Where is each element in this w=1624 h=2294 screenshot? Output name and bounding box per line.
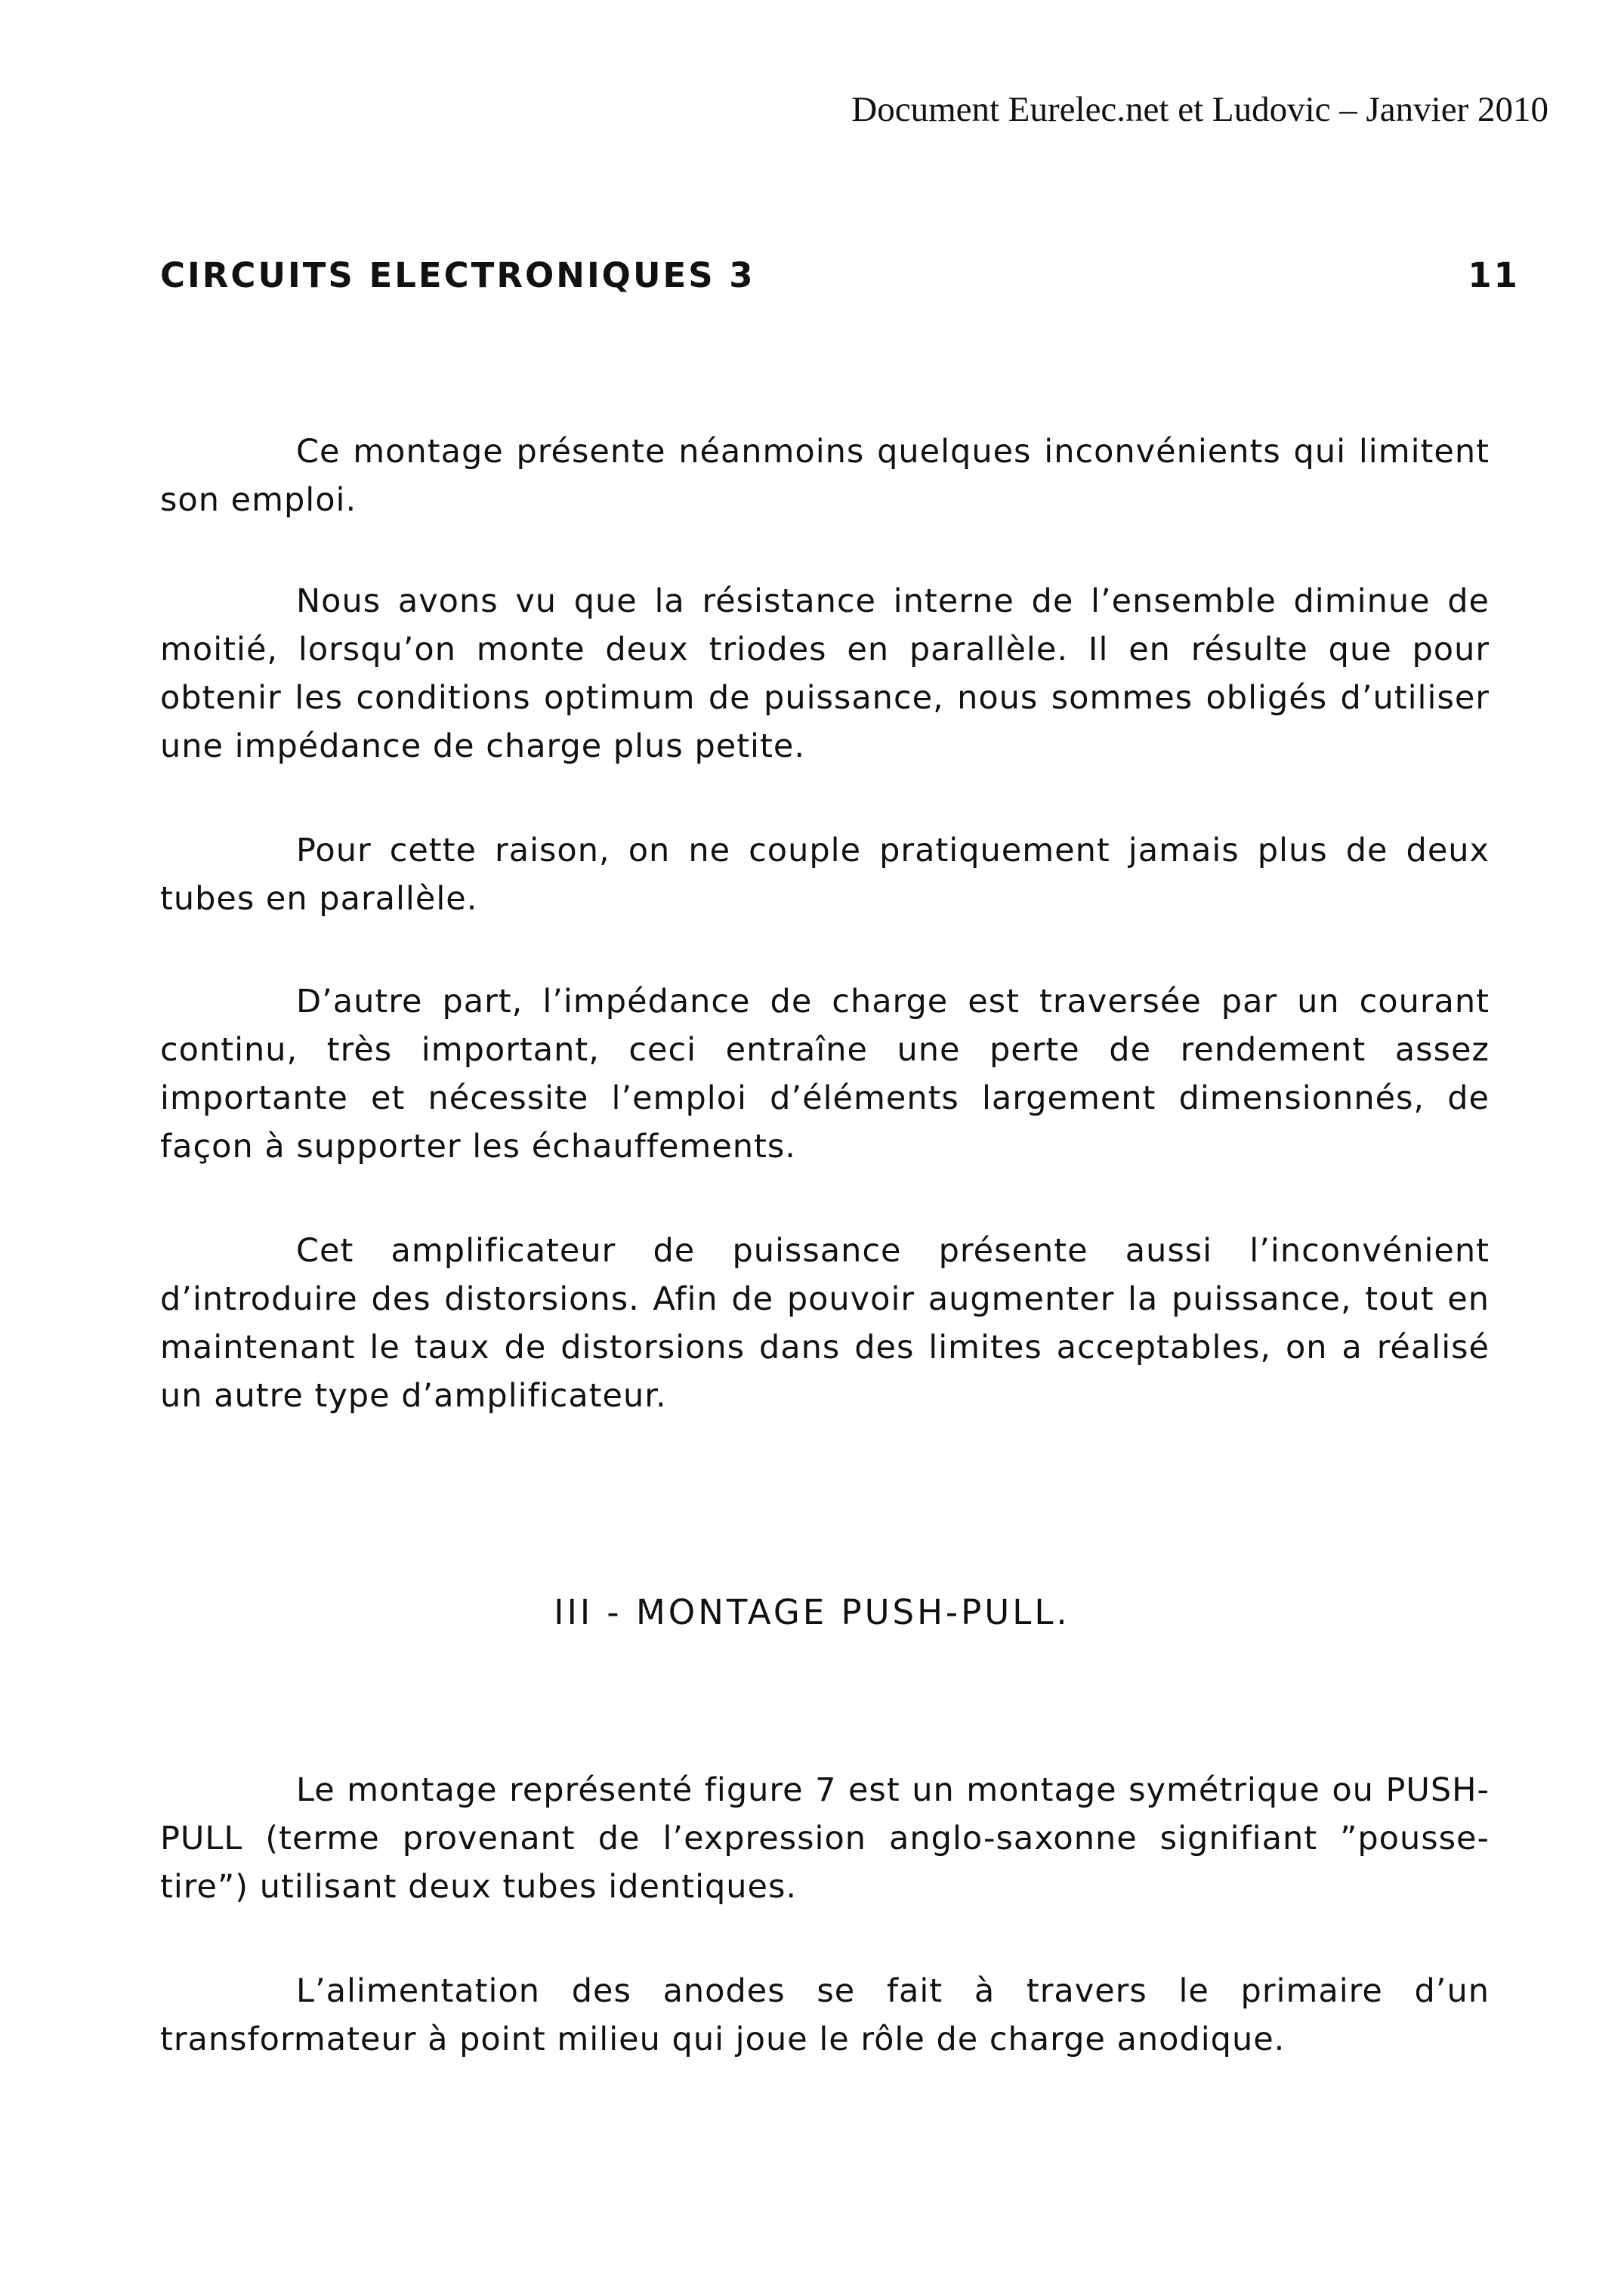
paragraph-3-block	[160, 826, 1490, 923]
paragraph: Pour cette raison, on ne couple pratiquement jamais plus de deux tubes en parallèle.	[160, 832, 1490, 918]
page-header	[160, 255, 1520, 308]
paragraph-6-block	[160, 1766, 1490, 1911]
page-title: CIRCUITS ELECTRONIQUES 3	[160, 255, 755, 295]
paragraph: Nous avons vu que la résistance interne de l’ensemble diminue de moitié, lorsqu’on monte deux triodes en parallèle. Il en résulte que pour obtenir les conditions optimum de puissance, nous sommes obligés d’utiliser une impédance de charge plus petite.	[160, 582, 1490, 765]
paragraph-1-block	[160, 428, 1490, 524]
paragraph-2-block	[160, 577, 1490, 770]
paragraph: L’alimentation des anodes se fait à travers le primaire d’un transformateur à point milieu qui joue le rôle de charge anodique.	[160, 1972, 1490, 2058]
paragraph: Ce montage présente néanmoins quelques inconvénients qui limitent son emploi.	[160, 433, 1490, 519]
page-number: 11	[1468, 255, 1520, 295]
paragraph-5-block	[160, 1227, 1490, 1420]
paragraph: Cet amplificateur de puissance présente aussi l’inconvénient d’introduire des distorsions. Afin de pouvoir augmenter la puissance, tout en maintenant le taux de distorsions dans des limites acceptables, on a réalisé un autre type d’amplificateur.	[160, 1232, 1490, 1415]
paragraph: Le montage représenté figure 7 est un montage symétrique ou PUSH-PULL (terme provenant de l’expression anglo-saxonne signifiant ”pousse-tire”) utilisant deux tubes identiques.	[160, 1771, 1490, 1906]
section-heading: III - MONTAGE PUSH-PULL.	[554, 1592, 1070, 1632]
document-watermark: Document Eurelec.net et Ludovic – Janvier 2010	[851, 90, 1548, 129]
paragraph: D’autre part, l’impédance de charge est traversée par un courant continu, très important, ceci entraîne une perte de rendement assez importante et nécessite l’emploi d’éléments largement dimensionnés, de façon à supporter les échauffements.	[160, 983, 1490, 1166]
paragraph-7-block	[160, 1967, 1490, 2064]
paragraph-4-block	[160, 977, 1490, 1171]
